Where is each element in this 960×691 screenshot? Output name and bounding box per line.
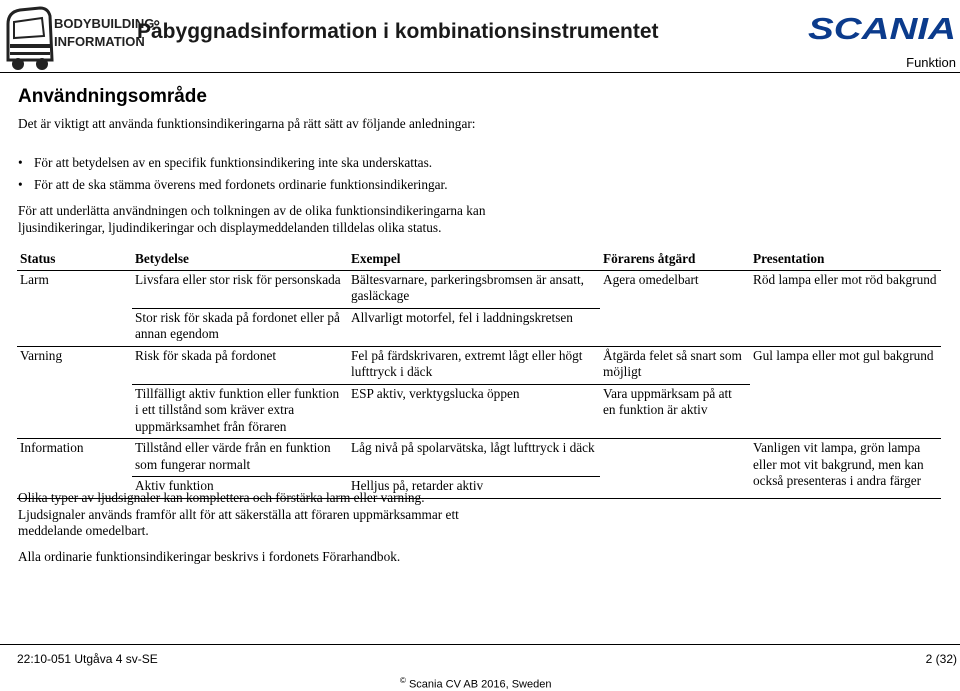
header-presentation: Presentation bbox=[750, 250, 941, 270]
scania-logo bbox=[808, 10, 958, 46]
section-heading: Användningsområde bbox=[18, 86, 207, 107]
copyright-symbol: © bbox=[400, 676, 406, 685]
header-action: Förarens åtgärd bbox=[600, 250, 750, 270]
meaning-cell: Risk för skada på fordonet bbox=[132, 346, 348, 384]
intro-paragraph: Det är viktigt att använda funktionsindikeringarna på rätt sätt av följande anledningar: bbox=[18, 116, 476, 131]
document-title: Påbyggnadsinformation i kombinationsinstrumentet bbox=[137, 20, 659, 43]
example-cell: ESP aktiv, verktygslucka öppen bbox=[348, 384, 600, 439]
scania-logo-text: SCANIA bbox=[808, 11, 956, 46]
header-divider bbox=[0, 72, 960, 73]
bullet-symbol: • bbox=[18, 155, 23, 170]
bullet-symbol: • bbox=[18, 177, 23, 192]
header-meaning: Betydelse bbox=[132, 250, 348, 270]
meaning-cell: Livsfara eller stor risk för personskada bbox=[132, 270, 348, 308]
presentation-cell: Röd lampa eller mot röd bakgrund bbox=[750, 270, 941, 346]
status-cell: Information bbox=[17, 439, 132, 499]
presentation-cell: Vanligen vit lampa, grön lampa eller mot vit bakgrund, men kan också presenteras i andra färger bbox=[750, 439, 941, 499]
table-row bbox=[17, 270, 941, 308]
manual-note: Alla ordinarie funktionsindikeringar beskrivs i fordonets Förarhandbok. bbox=[18, 549, 401, 564]
footer-divider bbox=[0, 644, 960, 645]
example-cell: Allvarligt motorfel, fel i laddningskretsen bbox=[348, 308, 600, 346]
example-cell: Helljus på, retarder aktiv bbox=[348, 477, 600, 499]
status-table bbox=[17, 250, 941, 499]
bullet-item bbox=[18, 155, 432, 172]
meaning-cell: Tillstånd eller värde från en funktion som fungerar normalt bbox=[132, 439, 348, 477]
copyright-notice bbox=[400, 676, 551, 691]
action-cell bbox=[600, 439, 750, 499]
bodybuilding-information-logo bbox=[2, 2, 155, 72]
table-header-row bbox=[17, 250, 941, 270]
bullet-text: För att betydelsen av en specifik funktionsindikering inte ska underskattas. bbox=[34, 155, 433, 170]
page-number: 2 (32) bbox=[925, 652, 957, 666]
table-row bbox=[17, 439, 941, 477]
bullet-text: För att de ska stämma överens med fordonets ordinarie funktionsindikeringar. bbox=[34, 177, 448, 192]
meaning-cell: Tillfälligt aktiv funktion eller funktion i ett tillstånd som kräver extra uppmärksamhet från föraren bbox=[132, 384, 348, 439]
table-row bbox=[17, 346, 941, 384]
action-cell: Agera omedelbart bbox=[600, 270, 750, 346]
document-number: 22:10-051 Utgåva 4 sv-SE bbox=[17, 652, 158, 666]
page-header bbox=[0, 0, 960, 74]
copyright-text: Scania CV AB 2016, Sweden bbox=[408, 678, 552, 691]
logo-text-line1: BODYBUILDING bbox=[54, 16, 155, 31]
status-cell: Larm bbox=[17, 270, 132, 346]
action-cell: Åtgärda felet så snart som möjligt bbox=[600, 346, 750, 384]
section-label: Funktion bbox=[906, 55, 956, 70]
bullet-item bbox=[18, 177, 448, 194]
action-cell: Vara uppmärksam på att en funktion är aktiv bbox=[600, 384, 750, 439]
header-status: Status bbox=[17, 250, 132, 270]
meaning-cell: Aktiv funktion bbox=[132, 477, 348, 499]
logo-text-line2: INFORMATION bbox=[54, 34, 145, 49]
usage-paragraph: För att underlätta användningen och tolkningen av de olika funktionsindikeringarna kan ljusindikeringar, ljudindikeringar och displaymeddelanden tilldelas olika status. bbox=[18, 203, 486, 235]
closing-paragraph: Olika typer av ljudsignaler kan komplettera och förstärka larm eller varning. Ljudsignaler används framför allt för att säkerställa att föraren uppmärksammar ett meddelande omedelbart. bbox=[18, 490, 459, 538]
example-cell: Låg nivå på spolarvätska, lågt lufttryck i däck bbox=[348, 439, 600, 477]
status-cell: Varning bbox=[17, 346, 132, 439]
header-example: Exempel bbox=[348, 250, 600, 270]
example-cell: Bältesvarnare, parkeringsbromsen är ansatt, gasläckage bbox=[348, 270, 600, 308]
meaning-cell: Stor risk för skada på fordonet eller på annan egendom bbox=[132, 308, 348, 346]
presentation-cell: Gul lampa eller mot gul bakgrund bbox=[750, 346, 941, 439]
example-cell: Fel på färdskrivaren, extremt lågt eller högt lufttryck i däck bbox=[348, 346, 600, 384]
